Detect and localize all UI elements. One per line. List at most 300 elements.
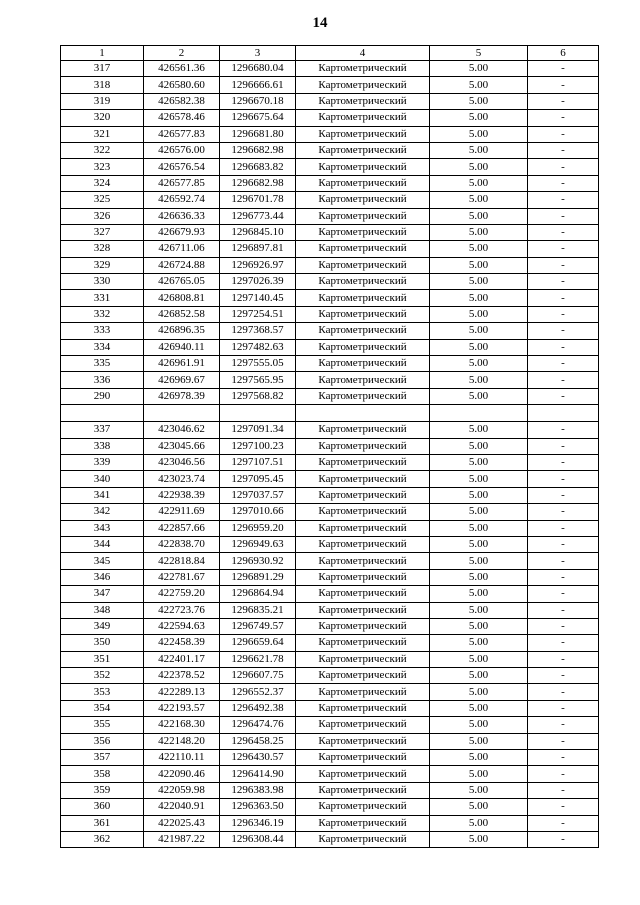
method-cell: Картометрический: [296, 126, 430, 142]
description-cell: -: [528, 471, 599, 487]
y-coordinate-cell: 1297091.34: [220, 422, 296, 438]
description-cell: -: [528, 388, 599, 404]
description-cell: -: [528, 651, 599, 667]
table-row: [61, 356, 599, 372]
point-number-cell: 362: [61, 831, 144, 847]
accuracy-cell: 5.00: [430, 668, 528, 684]
method-cell: Картометрический: [296, 750, 430, 766]
column-header: 1: [61, 46, 144, 61]
y-coordinate-cell: 1296666.61: [220, 77, 296, 93]
y-coordinate-cell: 1296926.97: [220, 257, 296, 273]
point-number-cell: 353: [61, 684, 144, 700]
method-cell: Картометрический: [296, 799, 430, 815]
description-cell: -: [528, 208, 599, 224]
x-coordinate-cell: 422723.76: [144, 602, 220, 618]
accuracy-cell: 5.00: [430, 733, 528, 749]
point-number-cell: 290: [61, 388, 144, 404]
table-row: [61, 257, 599, 273]
method-cell: Картометрический: [296, 290, 430, 306]
accuracy-cell: 5.00: [430, 618, 528, 634]
description-cell: -: [528, 487, 599, 503]
point-number-cell: 320: [61, 110, 144, 126]
table-row: [61, 766, 599, 782]
table-row: [61, 668, 599, 684]
x-coordinate-cell: 426580.60: [144, 77, 220, 93]
method-cell: Картометрический: [296, 569, 430, 585]
x-coordinate-cell: 422938.39: [144, 487, 220, 503]
column-header: 5: [430, 46, 528, 61]
point-number-cell: 324: [61, 175, 144, 191]
table-row: [61, 438, 599, 454]
x-coordinate-cell: 422911.69: [144, 504, 220, 520]
y-coordinate-cell: 1296607.75: [220, 668, 296, 684]
table-row: [61, 175, 599, 191]
x-coordinate-cell: 426561.36: [144, 61, 220, 77]
method-cell: Картометрический: [296, 504, 430, 520]
description-cell: -: [528, 422, 599, 438]
point-number-cell: 331: [61, 290, 144, 306]
method-cell: Картометрический: [296, 306, 430, 322]
table-row: [61, 405, 599, 422]
x-coordinate-cell: 426636.33: [144, 208, 220, 224]
accuracy-cell: [430, 405, 528, 422]
x-coordinate-cell: 423046.62: [144, 422, 220, 438]
x-coordinate-cell: 426765.05: [144, 274, 220, 290]
table-row: [61, 274, 599, 290]
description-cell: -: [528, 586, 599, 602]
method-cell: Картометрический: [296, 323, 430, 339]
y-coordinate-cell: 1297482.63: [220, 339, 296, 355]
table-row: [61, 471, 599, 487]
method-cell: Картометрический: [296, 717, 430, 733]
x-coordinate-cell: 422818.84: [144, 553, 220, 569]
description-cell: -: [528, 635, 599, 651]
point-number-cell: 360: [61, 799, 144, 815]
accuracy-cell: 5.00: [430, 110, 528, 126]
table-row: [61, 422, 599, 438]
description-cell: -: [528, 224, 599, 240]
x-coordinate-cell: 422289.13: [144, 684, 220, 700]
table-row: [61, 372, 599, 388]
y-coordinate-cell: 1297010.66: [220, 504, 296, 520]
description-cell: -: [528, 602, 599, 618]
column-header: 4: [296, 46, 430, 61]
x-coordinate-cell: 426576.00: [144, 142, 220, 158]
method-cell: Картометрический: [296, 553, 430, 569]
table-row: [61, 77, 599, 93]
description-cell: -: [528, 553, 599, 569]
x-coordinate-cell: 426576.54: [144, 159, 220, 175]
table-row: [61, 61, 599, 77]
x-coordinate-cell: 423046.56: [144, 454, 220, 470]
description-cell: -: [528, 142, 599, 158]
coordinates-table: [60, 45, 599, 848]
y-coordinate-cell: 1296346.19: [220, 815, 296, 831]
table-row: [61, 569, 599, 585]
point-number-cell: 345: [61, 553, 144, 569]
description-cell: -: [528, 61, 599, 77]
point-number-cell: 318: [61, 77, 144, 93]
accuracy-cell: 5.00: [430, 799, 528, 815]
method-cell: Картометрический: [296, 635, 430, 651]
method-cell: Картометрический: [296, 438, 430, 454]
accuracy-cell: 5.00: [430, 388, 528, 404]
y-coordinate-cell: 1296383.98: [220, 782, 296, 798]
description-cell: -: [528, 257, 599, 273]
accuracy-cell: 5.00: [430, 504, 528, 520]
description-cell: -: [528, 750, 599, 766]
accuracy-cell: 5.00: [430, 520, 528, 536]
method-cell: Картометрический: [296, 668, 430, 684]
table-row: [61, 815, 599, 831]
method-cell: Картометрический: [296, 422, 430, 438]
description-cell: -: [528, 241, 599, 257]
description-cell: -: [528, 733, 599, 749]
method-cell: Картометрический: [296, 175, 430, 191]
method-cell: [296, 405, 430, 422]
description-cell: -: [528, 668, 599, 684]
x-coordinate-cell: 422090.46: [144, 766, 220, 782]
table-row: [61, 782, 599, 798]
x-coordinate-cell: 423045.66: [144, 438, 220, 454]
table-row: [61, 684, 599, 700]
y-coordinate-cell: 1296773.44: [220, 208, 296, 224]
x-coordinate-cell: 422193.57: [144, 700, 220, 716]
x-coordinate-cell: 426724.88: [144, 257, 220, 273]
table-row: [61, 306, 599, 322]
x-coordinate-cell: 422168.30: [144, 717, 220, 733]
description-cell: -: [528, 815, 599, 831]
y-coordinate-cell: 1297140.45: [220, 290, 296, 306]
point-number-cell: 333: [61, 323, 144, 339]
header-row: [61, 46, 599, 61]
description-cell: -: [528, 782, 599, 798]
x-coordinate-cell: 422040.91: [144, 799, 220, 815]
table-row: [61, 586, 599, 602]
x-coordinate-cell: 422458.39: [144, 635, 220, 651]
method-cell: Картометрический: [296, 700, 430, 716]
point-number-cell: [61, 405, 144, 422]
description-cell: -: [528, 520, 599, 536]
description-cell: [528, 405, 599, 422]
method-cell: Картометрический: [296, 61, 430, 77]
table-row: [61, 93, 599, 109]
description-cell: -: [528, 438, 599, 454]
table-row: [61, 750, 599, 766]
y-coordinate-cell: 1297568.82: [220, 388, 296, 404]
description-cell: -: [528, 717, 599, 733]
accuracy-cell: 5.00: [430, 782, 528, 798]
method-cell: Картометрический: [296, 142, 430, 158]
table-row: [61, 241, 599, 257]
x-coordinate-cell: 422594.63: [144, 618, 220, 634]
y-coordinate-cell: 1296682.98: [220, 175, 296, 191]
method-cell: Картометрический: [296, 782, 430, 798]
accuracy-cell: 5.00: [430, 766, 528, 782]
x-coordinate-cell: 422759.20: [144, 586, 220, 602]
table-body: [61, 61, 599, 848]
accuracy-cell: 5.00: [430, 422, 528, 438]
y-coordinate-cell: 1297368.57: [220, 323, 296, 339]
accuracy-cell: 5.00: [430, 372, 528, 388]
y-coordinate-cell: 1296701.78: [220, 192, 296, 208]
y-coordinate-cell: 1296681.80: [220, 126, 296, 142]
method-cell: Картометрический: [296, 110, 430, 126]
description-cell: -: [528, 536, 599, 552]
x-coordinate-cell: 422110.11: [144, 750, 220, 766]
accuracy-cell: 5.00: [430, 274, 528, 290]
method-cell: Картометрический: [296, 487, 430, 503]
point-number-cell: 339: [61, 454, 144, 470]
point-number-cell: 350: [61, 635, 144, 651]
y-coordinate-cell: 1297254.51: [220, 306, 296, 322]
accuracy-cell: 5.00: [430, 750, 528, 766]
x-coordinate-cell: 422059.98: [144, 782, 220, 798]
description-cell: -: [528, 700, 599, 716]
point-number-cell: 340: [61, 471, 144, 487]
method-cell: Картометрический: [296, 224, 430, 240]
description-cell: -: [528, 339, 599, 355]
description-cell: -: [528, 618, 599, 634]
point-number-cell: 335: [61, 356, 144, 372]
description-cell: -: [528, 504, 599, 520]
point-number-cell: 359: [61, 782, 144, 798]
method-cell: Картометрический: [296, 159, 430, 175]
accuracy-cell: 5.00: [430, 175, 528, 191]
method-cell: Картометрический: [296, 602, 430, 618]
y-coordinate-cell: 1296949.63: [220, 536, 296, 552]
accuracy-cell: 5.00: [430, 126, 528, 142]
method-cell: Картометрический: [296, 208, 430, 224]
table-header: [61, 46, 599, 61]
method-cell: Картометрический: [296, 471, 430, 487]
x-coordinate-cell: 426711.06: [144, 241, 220, 257]
description-cell: -: [528, 110, 599, 126]
point-number-cell: 341: [61, 487, 144, 503]
method-cell: Картометрический: [296, 520, 430, 536]
x-coordinate-cell: 426577.85: [144, 175, 220, 191]
y-coordinate-cell: 1296492.38: [220, 700, 296, 716]
method-cell: Картометрический: [296, 388, 430, 404]
y-coordinate-cell: 1297026.39: [220, 274, 296, 290]
accuracy-cell: 5.00: [430, 454, 528, 470]
x-coordinate-cell: 426969.67: [144, 372, 220, 388]
table-row: [61, 208, 599, 224]
table-row: [61, 520, 599, 536]
method-cell: Картометрический: [296, 454, 430, 470]
accuracy-cell: 5.00: [430, 356, 528, 372]
description-cell: -: [528, 831, 599, 847]
point-number-cell: 321: [61, 126, 144, 142]
description-cell: -: [528, 684, 599, 700]
y-coordinate-cell: [220, 405, 296, 422]
x-coordinate-cell: 426961.91: [144, 356, 220, 372]
x-coordinate-cell: 422148.20: [144, 733, 220, 749]
y-coordinate-cell: 1296621.78: [220, 651, 296, 667]
table-row: [61, 192, 599, 208]
y-coordinate-cell: 1296864.94: [220, 586, 296, 602]
y-coordinate-cell: 1296458.25: [220, 733, 296, 749]
method-cell: Картометрический: [296, 257, 430, 273]
y-coordinate-cell: 1296680.04: [220, 61, 296, 77]
accuracy-cell: 5.00: [430, 224, 528, 240]
method-cell: Картометрический: [296, 815, 430, 831]
table-row: [61, 733, 599, 749]
y-coordinate-cell: 1296845.10: [220, 224, 296, 240]
accuracy-cell: 5.00: [430, 241, 528, 257]
page-number: 14: [312, 15, 328, 31]
point-number-cell: 354: [61, 700, 144, 716]
point-number-cell: 351: [61, 651, 144, 667]
point-number-cell: 346: [61, 569, 144, 585]
column-header: 6: [528, 46, 599, 61]
table-row: [61, 454, 599, 470]
description-cell: -: [528, 766, 599, 782]
description-cell: -: [528, 356, 599, 372]
y-coordinate-cell: 1297565.95: [220, 372, 296, 388]
accuracy-cell: 5.00: [430, 586, 528, 602]
method-cell: Картометрический: [296, 274, 430, 290]
y-coordinate-cell: 1296749.57: [220, 618, 296, 634]
y-coordinate-cell: 1297095.45: [220, 471, 296, 487]
table-row: [61, 159, 599, 175]
method-cell: Картометрический: [296, 93, 430, 109]
point-number-cell: 323: [61, 159, 144, 175]
y-coordinate-cell: 1296897.81: [220, 241, 296, 257]
x-coordinate-cell: 422378.52: [144, 668, 220, 684]
x-coordinate-cell: 423023.74: [144, 471, 220, 487]
point-number-cell: 358: [61, 766, 144, 782]
point-number-cell: 352: [61, 668, 144, 684]
table-row: [61, 831, 599, 847]
accuracy-cell: 5.00: [430, 700, 528, 716]
description-cell: -: [528, 77, 599, 93]
table-row: [61, 651, 599, 667]
x-coordinate-cell: 426808.81: [144, 290, 220, 306]
x-coordinate-cell: 426592.74: [144, 192, 220, 208]
y-coordinate-cell: 1296430.57: [220, 750, 296, 766]
method-cell: Картометрический: [296, 651, 430, 667]
method-cell: Картометрический: [296, 684, 430, 700]
method-cell: Картометрический: [296, 536, 430, 552]
x-coordinate-cell: 421987.22: [144, 831, 220, 847]
method-cell: Картометрический: [296, 733, 430, 749]
point-number-cell: 355: [61, 717, 144, 733]
table-row: [61, 717, 599, 733]
table-row: [61, 126, 599, 142]
description-cell: -: [528, 569, 599, 585]
x-coordinate-cell: [144, 405, 220, 422]
point-number-cell: 317: [61, 61, 144, 77]
table-row: [61, 799, 599, 815]
method-cell: Картометрический: [296, 356, 430, 372]
y-coordinate-cell: 1296930.92: [220, 553, 296, 569]
description-cell: -: [528, 306, 599, 322]
method-cell: Картометрический: [296, 192, 430, 208]
accuracy-cell: 5.00: [430, 339, 528, 355]
table-row: [61, 504, 599, 520]
method-cell: Картометрический: [296, 77, 430, 93]
table-row: [61, 142, 599, 158]
accuracy-cell: 5.00: [430, 831, 528, 847]
point-number-cell: 337: [61, 422, 144, 438]
description-cell: -: [528, 799, 599, 815]
description-cell: -: [528, 274, 599, 290]
accuracy-cell: 5.00: [430, 684, 528, 700]
accuracy-cell: 5.00: [430, 323, 528, 339]
table-row: [61, 487, 599, 503]
method-cell: Картометрический: [296, 241, 430, 257]
accuracy-cell: 5.00: [430, 306, 528, 322]
y-coordinate-cell: 1297037.57: [220, 487, 296, 503]
x-coordinate-cell: 426940.11: [144, 339, 220, 355]
table-row: [61, 618, 599, 634]
accuracy-cell: 5.00: [430, 651, 528, 667]
x-coordinate-cell: 422838.70: [144, 536, 220, 552]
accuracy-cell: 5.00: [430, 159, 528, 175]
accuracy-cell: 5.00: [430, 438, 528, 454]
point-number-cell: 357: [61, 750, 144, 766]
column-header: 2: [144, 46, 220, 61]
y-coordinate-cell: 1296675.64: [220, 110, 296, 126]
accuracy-cell: 5.00: [430, 290, 528, 306]
y-coordinate-cell: 1296474.76: [220, 717, 296, 733]
point-number-cell: 334: [61, 339, 144, 355]
description-cell: -: [528, 454, 599, 470]
point-number-cell: 344: [61, 536, 144, 552]
x-coordinate-cell: 426577.83: [144, 126, 220, 142]
x-coordinate-cell: 422857.66: [144, 520, 220, 536]
method-cell: Картометрический: [296, 586, 430, 602]
y-coordinate-cell: 1297107.51: [220, 454, 296, 470]
accuracy-cell: 5.00: [430, 208, 528, 224]
point-number-cell: 322: [61, 142, 144, 158]
table-row: [61, 388, 599, 404]
description-cell: -: [528, 126, 599, 142]
table-row: [61, 536, 599, 552]
point-number-cell: 347: [61, 586, 144, 602]
table-row: [61, 323, 599, 339]
point-number-cell: 325: [61, 192, 144, 208]
y-coordinate-cell: 1296363.50: [220, 799, 296, 815]
accuracy-cell: 5.00: [430, 635, 528, 651]
table-row: [61, 700, 599, 716]
y-coordinate-cell: 1296959.20: [220, 520, 296, 536]
y-coordinate-cell: 1296670.18: [220, 93, 296, 109]
accuracy-cell: 5.00: [430, 257, 528, 273]
y-coordinate-cell: 1296414.90: [220, 766, 296, 782]
y-coordinate-cell: 1296835.21: [220, 602, 296, 618]
x-coordinate-cell: 422025.43: [144, 815, 220, 831]
method-cell: Картометрический: [296, 618, 430, 634]
x-coordinate-cell: 422401.17: [144, 651, 220, 667]
accuracy-cell: 5.00: [430, 536, 528, 552]
method-cell: Картометрический: [296, 339, 430, 355]
accuracy-cell: 5.00: [430, 717, 528, 733]
accuracy-cell: 5.00: [430, 61, 528, 77]
description-cell: -: [528, 323, 599, 339]
x-coordinate-cell: 426852.58: [144, 306, 220, 322]
point-number-cell: 356: [61, 733, 144, 749]
point-number-cell: 327: [61, 224, 144, 240]
point-number-cell: 329: [61, 257, 144, 273]
description-cell: -: [528, 290, 599, 306]
point-number-cell: 338: [61, 438, 144, 454]
y-coordinate-cell: 1297555.05: [220, 356, 296, 372]
y-coordinate-cell: 1296682.98: [220, 142, 296, 158]
description-cell: -: [528, 175, 599, 191]
table-row: [61, 339, 599, 355]
